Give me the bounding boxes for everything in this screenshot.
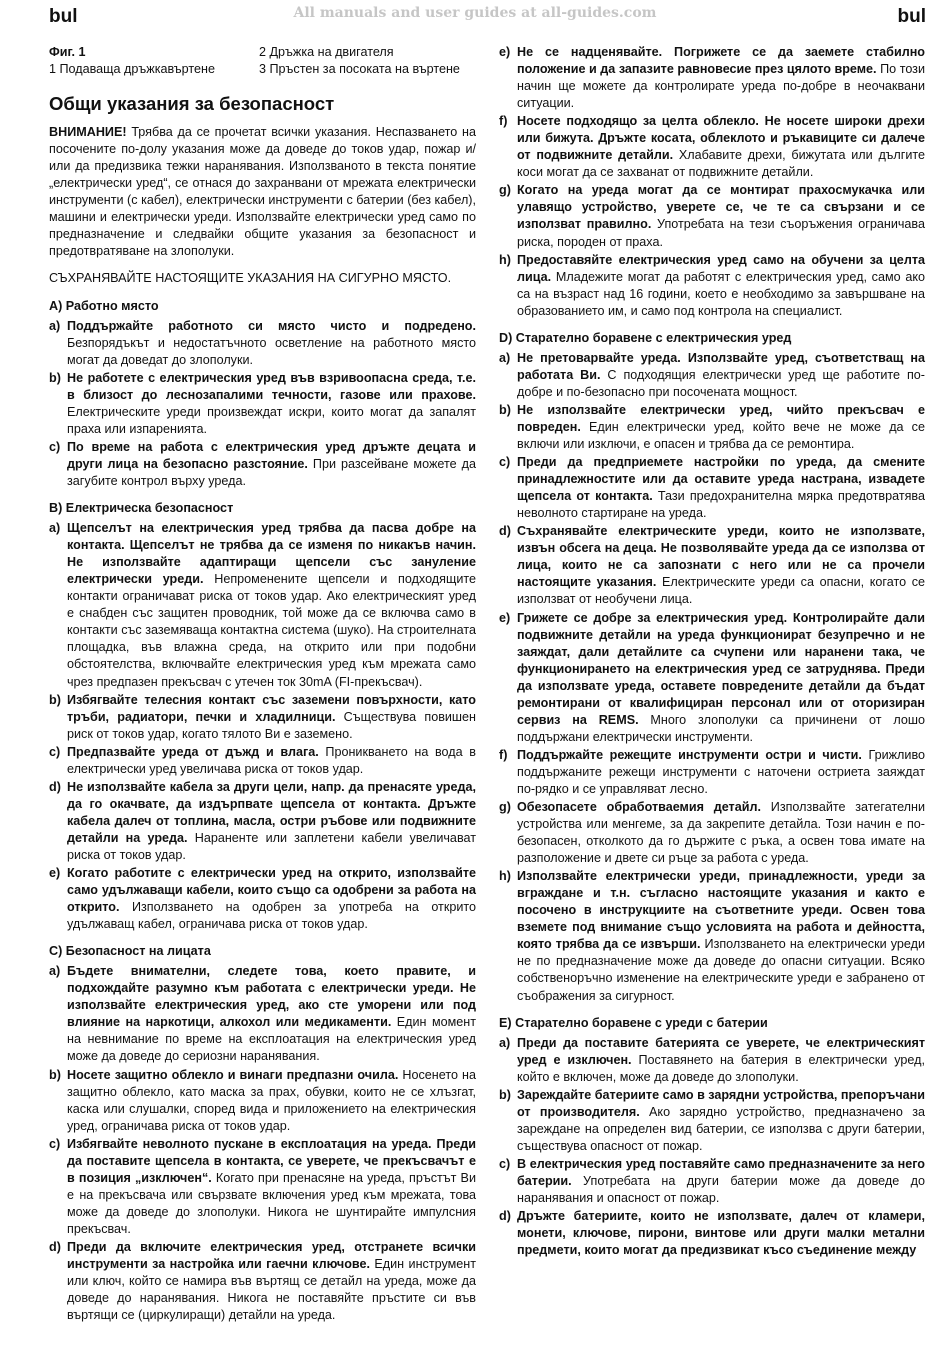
item-label: f) xyxy=(499,747,508,762)
item-text: Проникването на вода в електрически уред увеличава риска от токов удар. xyxy=(67,744,476,776)
section xyxy=(499,1015,925,1260)
item-text: Употребата на тези съоръжения ограничава риска, породен от праха. xyxy=(517,217,925,249)
item-bold-text: Предпазвайте уреда от дъжд и влага. xyxy=(67,744,319,759)
figure-item: 3 Пръстен за посоката на въртене xyxy=(259,62,460,77)
figure-item: 1 Подаваща дръжкавъртене xyxy=(49,62,215,77)
item-bold-text: Бъдете внимателни, следете това, което правите, и подхождайте разумно към работата с електрически уреди. Не използвайте електрическия уред, ако сте уморени или под влияние на наркотици, алкохол или медикаменти. xyxy=(67,964,476,1030)
item-text: Употребата на други батерии може да доведе до наранявания и опасност от пожар. xyxy=(517,1174,925,1206)
item-bold-text: Грижете се добре за електрическия уред. Контролирайте дали подвижните детайли на уреда функционират безупречно и не заяждат, дали детайлите са счупени или наранени така, че функционирането на електрическия уред се затруднява. Преди да използвате уреда, оставете повредените детайли да бъдат ремонтирани от квалифициран персонал или от оторизиран сервиз на REMS. xyxy=(517,610,925,727)
list-item xyxy=(499,1087,925,1155)
section-heading: D) Старателно боравене с електрическия уред xyxy=(499,330,792,345)
item-bold-text: Избягвайте неволното пускане в експлоатация на уреда. Преди да поставите щепсела в контакта, се уверете, че прекъсвачът е в позиция „изключен“. xyxy=(67,1136,476,1185)
list-item xyxy=(499,454,925,522)
list-item xyxy=(499,402,925,453)
warning-label: ВНИМАНИЕ! xyxy=(49,125,127,140)
item-text: Много злополуки са причинени от лошо поддържани електрически инструменти. xyxy=(517,712,925,744)
page-title: Общи указания за безопасност xyxy=(49,93,335,115)
section-continued xyxy=(499,44,925,320)
item-text: Поставянето на батерия в електрически уред, който е включен, може да доведе до злополуки. xyxy=(517,1052,926,1084)
item-bold-text: Когато работите с електрически уред на открито, използвайте само удължаващи кабели, които също са одобрени за работа на открито. xyxy=(67,866,476,915)
list-item xyxy=(49,1136,476,1238)
intro-text: Трябва да се прочетат всички указания. Неспазването на посочените по-долу указания може да доведе до токов удар, пожар и/или да предизвика тежки наранявания. Използваното в текста понятие „електрически уред“, се отнася до захранвани от мрежата електрически инструменти (с кабел), електрически инструменти с батерии (без кабел), машини и електрически уреди. Използвайте електрически уред само по предназначение и следвайки общите указания за безопасност и предотвратяване на злополуки. xyxy=(49,125,476,259)
item-label: a) xyxy=(49,964,61,979)
item-label: b) xyxy=(49,370,61,385)
section xyxy=(499,330,925,1005)
section xyxy=(49,943,476,1324)
item-label: d) xyxy=(49,779,61,794)
list-item xyxy=(49,779,476,864)
item-bold-text: Зареждайте батериите само в зарядни устройства, препоръчани от производителя. xyxy=(517,1087,926,1119)
item-label: b) xyxy=(499,402,511,417)
list-item xyxy=(49,1239,476,1324)
item-text: С подходящия електрически уред ще работите по-добре и по-безопасно при посочената мощност. xyxy=(517,367,925,399)
item-label: c) xyxy=(499,1156,511,1171)
section xyxy=(49,298,476,491)
list-item xyxy=(49,520,476,690)
item-label: b) xyxy=(49,692,61,707)
item-label: g) xyxy=(499,183,511,198)
left-column xyxy=(49,44,476,1325)
item-bold-text: В електрическия уред поставяйте само предназначените за него батерии. xyxy=(517,1156,925,1188)
item-bold-text: Избягвайте телесния контакт със заземени повърхности, като тръби, радиатори, печки и хладилници. xyxy=(67,692,476,724)
item-text: Един електрически уред, който вече не може да се включи или изключи, е опасен и трябва да се ремонтира. xyxy=(517,419,925,452)
figure-title: Фиг. 1 xyxy=(49,45,86,59)
item-text: Когато при пренасяне на уреда, пръстът Ви е на прекъсвача или свързвате включения уред към мрежата, това може да доведе до злополуки. Никога не шунтирайте импулсния прекъсвач. xyxy=(67,1170,476,1236)
list-item xyxy=(49,370,476,438)
item-label: d) xyxy=(499,524,511,539)
list-item xyxy=(499,44,925,112)
section-heading: B) Електрическа безопасност xyxy=(49,501,234,516)
item-bold-text: По време на работа с електрическия уред дръжте децата и други лица на безопасно разстояние. xyxy=(67,439,476,471)
item-text: Носенето на защитно облекло, като маска за прах, обувки, които не се хлъзгат, каска или слушалки, според вида и приложението на електрическия уред, ограничава риска от токов удар. xyxy=(67,1067,476,1133)
list-item xyxy=(499,350,925,401)
list-item xyxy=(499,1156,925,1207)
item-text: Използването на одобрен за употреба на открито удължаващ кабел, ограничава риска от токов удар. xyxy=(67,900,476,932)
item-text: Използвайте затегателни устройства или менгеме, за да закрепите детайла. Този начин е по-безопасен, отколкото да го държите с ръка, а освен това имате на разположение и двете си ръце за работа с уреда. xyxy=(517,800,925,866)
item-bold-text: Не се надценявайте. Погрижете се да заемете стабилно положение и да запазите равновесие през цялото време. xyxy=(517,45,925,77)
item-label: a) xyxy=(499,350,511,365)
item-label: f) xyxy=(499,114,508,129)
item-bold-text: Не използвайте кабела за други цели, напр. да пренасяте уреда, да го окачвате, да издърпвате щепсела от контакта. Дръжте кабела далеч от топлина, масла, остри ръбове или подвижните детайли на уреда. xyxy=(67,779,476,845)
item-text: Грижливо поддържаните режещи инструменти с наточени остриета заяждат по-рядко и се управляват лесно. xyxy=(517,747,925,796)
list-item xyxy=(49,318,476,369)
item-bold-text: Поддържайте режещите инструменти остри и чисти. xyxy=(517,747,862,762)
item-label: h) xyxy=(499,252,511,267)
watermark: All manuals and user guides at all-guides.com xyxy=(293,5,657,21)
list-item xyxy=(499,747,925,798)
list-item xyxy=(499,868,925,1004)
item-bold-text: Щепселът на електрическия уред трябва да пасва добре на контакта. Щепселът не трябва да се изменя по никакъв начин. Не използвайте адаптиращи щепсели със зануление електрически уреди. xyxy=(67,521,476,587)
item-label: c) xyxy=(49,744,61,759)
item-bold-text: Преди да включите електрическия уред, отстранете всички инструменти за настройка или гаечни ключове. xyxy=(67,1240,476,1272)
list-item xyxy=(49,744,476,778)
item-bold-text: Дръжте батериите, които не използвате, далеч от кламери, монети, ключове, пирони, винтове или други малки метални предмети, които могат да предизвикат късо съединение между xyxy=(517,1209,925,1258)
figure-item: 2 Дръжка на двигателя xyxy=(259,45,394,59)
item-text: Тази предохранителна мярка предотвратява неволното стартиране на уреда. xyxy=(517,489,925,521)
item-label: b) xyxy=(49,1067,61,1082)
item-label: b) xyxy=(499,1087,511,1102)
item-text: Младежите могат да работят с електрическия уред, само ако са на възраст над 16 години, което е необходимо за завършване на образованието им, и само под контрола на специалист. xyxy=(517,269,925,318)
item-label: e) xyxy=(49,866,61,881)
list-item xyxy=(499,610,925,746)
item-text: Използването на електрически уреди не по предназначение може да доведе до опасни ситуации. Всяко собственоръчно изменение на електрическите уреди е забранено от съображения за сигурност. xyxy=(517,937,925,1003)
list-item xyxy=(49,963,476,1065)
item-bold-text: Носете подходящо за целта облекло. Не носете широки дрехи или бижута. Дръжте косата, облеклото и ръкавиците си далече от подвижните детайли. xyxy=(517,114,925,163)
item-bold-text: Предоставяйте електрическия уред само на обучени за целта лица. xyxy=(517,252,925,284)
section-heading: C) Безопасност на лицата xyxy=(49,944,211,959)
item-label: g) xyxy=(499,800,511,815)
language-code-left: bul xyxy=(49,6,78,27)
item-bold-text: Не използвайте електрически уред, чийто прекъсвач е повреден. xyxy=(517,402,925,434)
item-text: Хлабавите дрехи, бижутата или дългите коси могат да се захванат от подвижните детайли. xyxy=(517,148,925,180)
item-text: Ако зарядно устройство, предназначено за зареждане на определен вид батерии, се използва с други батерии, съществува опасност от пожар. xyxy=(517,1104,925,1153)
item-bold-text: Когато на уреда могат да се монтират прахосмукачка или улавящо устройство, уверете се, че те са свързани и се използват правилно. xyxy=(517,183,925,232)
list-item xyxy=(49,439,476,490)
item-text: Безпорядъкът и недостатъчното осветление на работното място могат да доведат до злополуки. xyxy=(67,335,476,367)
item-bold-text: Поддържайте работното си място чисто и подредено. xyxy=(67,318,476,333)
item-bold-text: Преди да предприемете настройки по уреда, да смените принадлежностите или да оставите уреда настрана, извадете щепсела от контакта. xyxy=(517,455,925,504)
item-bold-text: Съхранявайте електрическите уреди, които не използвате, извън обсега на деца. Не позволявайте уреда да се използва от лица, които не са запознати с него или не са прочели настоящите указания. xyxy=(517,524,925,590)
item-text: При разсейване можете да загубите контрол върху уреда. xyxy=(67,456,476,488)
item-label: c) xyxy=(49,1136,61,1151)
item-bold-text: Носете защитно облекло и винаги предпазни очила. xyxy=(67,1067,399,1082)
list-item xyxy=(499,182,925,250)
item-label: c) xyxy=(49,439,61,454)
item-text: Електрическите уреди са опасни, когато се използват от необучени лица. xyxy=(517,575,925,607)
item-bold-text: Обезопасете обработваемия детайл. xyxy=(517,800,761,815)
item-text: Електрическите уреди произвеждат искри, които могат да запалят праха или изпаренията. xyxy=(67,404,476,436)
item-bold-text: Не работете с електрическия уред във взривоопасна среда, т.е. в близост до леснозапалими течности, газове или прахове. xyxy=(67,370,476,402)
item-text: Нараненте или заплетени кабели увеличават риска от токов удар. xyxy=(67,830,476,862)
figure-legend xyxy=(49,44,476,78)
list-item xyxy=(499,799,925,867)
item-bold-text: Преди да поставите батерията се уверете, че електрическият уред е изключен. xyxy=(517,1035,925,1067)
item-label: a) xyxy=(49,318,61,333)
section-heading: E) Старателно боравене с уреди с батерии xyxy=(499,1015,768,1030)
item-text: По този начин ще можете да контролирате уреда по-добре в неочаквани ситуации. xyxy=(517,62,925,111)
list-item xyxy=(49,692,476,743)
item-label: a) xyxy=(49,521,61,536)
item-label: d) xyxy=(49,1240,61,1254)
right-column xyxy=(499,44,925,1260)
list-item xyxy=(499,252,925,320)
list-item xyxy=(499,1035,925,1086)
keep-instructions-notice: СЪХРАНЯВАЙТЕ НАСТОЯЩИТЕ УКАЗАНИЯ НА СИГУРНО МЯСТО. xyxy=(49,271,452,286)
item-label: e) xyxy=(499,45,511,59)
item-text: Един инструмент или ключ, който се намира във въртящ се детайл на уреда, може да доведе до наранявания. Никога не поставяйте пръстите си във въртящи се (циркулиращи) детайли на уреда. xyxy=(67,1257,476,1323)
item-label: h) xyxy=(499,869,511,884)
list-item xyxy=(499,523,925,608)
section xyxy=(49,500,476,933)
item-label: c) xyxy=(499,455,511,470)
intro-paragraph xyxy=(49,124,476,260)
language-code-right: bul xyxy=(897,6,926,27)
item-label: e) xyxy=(499,610,511,625)
item-text: Съществува повишен риск от токов удар, когато тялото Ви е заземено. xyxy=(67,709,476,741)
item-label: d) xyxy=(499,1209,511,1224)
list-item xyxy=(499,113,925,181)
list-item xyxy=(49,1067,476,1135)
item-label: a) xyxy=(499,1035,511,1050)
item-text: Непроменените щепсели и подходящите контакти ограничават риска от токов удар. Ако електрическият уред е снабден със защитен проводник, той може да се включва само в контакти със заземяваща контактна система (шуко). На строителната площадка, във влажна среда, на открито или при подобни обстоятелства, включвайте електрическия уред към мрежата само чрез предпазен прекъсвач с утечен ток 30mA (FI-прекъсвач). xyxy=(67,572,477,689)
section-heading: A) Работно място xyxy=(49,298,159,313)
list-item xyxy=(499,1208,925,1259)
item-bold-text: Не претоварвайте уреда. Използвайте уред, съответстващ на работата Ви. xyxy=(517,350,925,382)
list-item xyxy=(49,865,476,933)
item-bold-text: Използвайте електрически уреди, принадлежности, уреди за вграждане и т.н. съгласно настоящите указания и както е посочено в инструкциите на съответните уреди. Освен това вземете под внимание също условията на работа и дейността, която трябва да се извърши. xyxy=(517,869,925,952)
item-text: Един момент на невнимание по време на експлоатация на електрическия уред може да доведе до сериозни наранявания. xyxy=(67,1015,476,1064)
